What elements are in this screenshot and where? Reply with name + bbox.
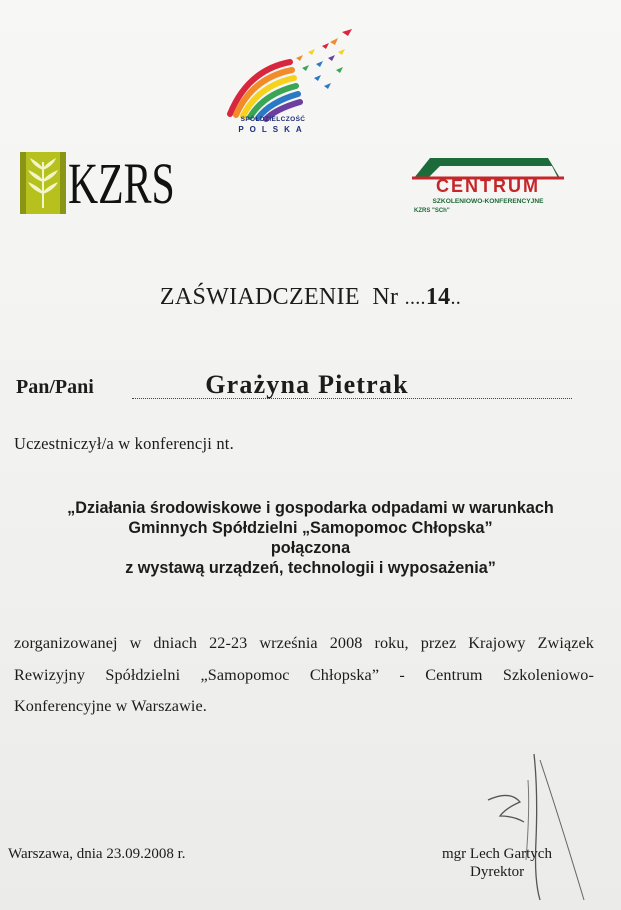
number-dots-trailing: .. bbox=[450, 287, 462, 309]
body-line: Rewizyjny Spółdzielni „Samopomoc Chłopska” - Centrum Szkoleniowo- bbox=[14, 666, 594, 684]
body-line: zorganizowanej w dniach 22-23 września 2008 roku, przez Krajowy Związek bbox=[14, 634, 594, 652]
wheat-emblem-icon bbox=[18, 148, 68, 218]
logo-text-centrum-small: KZRS "SCh" bbox=[414, 208, 450, 214]
recipient-label: Pan/Pani bbox=[16, 376, 94, 398]
certificate-number: 14 bbox=[425, 284, 451, 310]
body-line: Konferencyjne w Warszawie. bbox=[14, 697, 207, 715]
certificate-title: ZAŚWIADCZENIE bbox=[159, 284, 360, 310]
logo-text-kzrs: KZRS bbox=[68, 151, 175, 216]
kzrs-logo bbox=[18, 148, 188, 220]
intro-text: Uczestniczył/a w konferencji nt. bbox=[14, 434, 234, 453]
certificate-heading bbox=[0, 284, 621, 311]
topic-line: Gminnych Spółdzielni „Samopomoc Chłopska” bbox=[128, 519, 493, 537]
number-label: Nr bbox=[372, 284, 399, 310]
conference-topic bbox=[0, 498, 621, 578]
place-and-date: Warszawa, dnia 23.09.2008 r. bbox=[8, 846, 186, 862]
recipient-name: Grażyna Pietrak bbox=[205, 370, 409, 399]
spoldzielczosc-polska-logo bbox=[218, 22, 368, 140]
logo-text-centrum: CENTRUM bbox=[436, 176, 540, 196]
signer-name: mgr Lech Gartych bbox=[442, 846, 552, 862]
logo-text-spoldzielczosc: SPÓŁDZIELCZOŚĆ bbox=[240, 116, 306, 123]
number-dots: .... bbox=[404, 287, 426, 309]
topic-line: „Działania środowiskowe i gospodarka odpadami w warunkach bbox=[67, 499, 554, 517]
topic-line: z wystawą urządzeń, technologii i wyposażenia” bbox=[125, 559, 496, 577]
centrum-logo bbox=[408, 156, 568, 228]
logo-text-centrum-subtitle: SZKOLENIOWO-KONFERENCYJNE bbox=[432, 198, 544, 205]
topic-line: połączona bbox=[270, 539, 351, 557]
logo-text-polska: POLSKA bbox=[238, 125, 308, 134]
signer-role: Dyrektor bbox=[470, 864, 525, 880]
handwritten-signature bbox=[480, 750, 590, 910]
